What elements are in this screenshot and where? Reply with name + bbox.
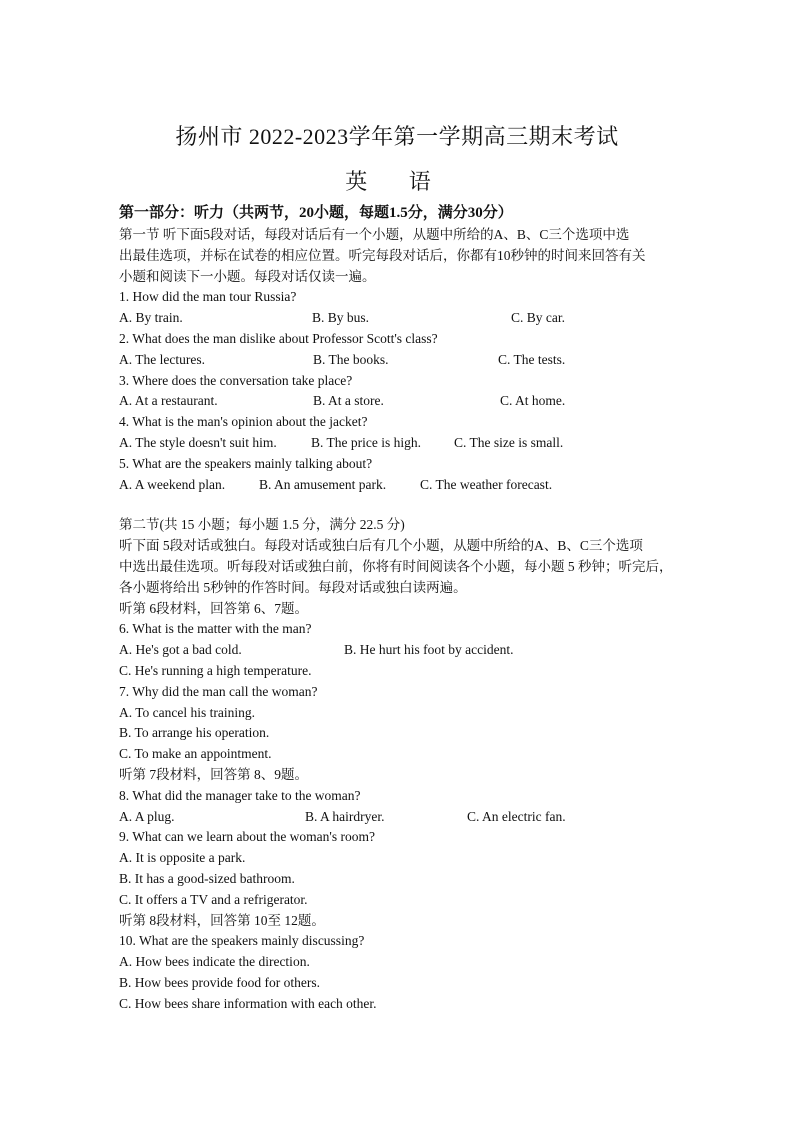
- option-a: A. How bees indicate the direction.: [119, 954, 310, 970]
- material-8-label: 听第 8段材料，回答第 10至 12题。: [119, 912, 325, 928]
- instruction-line: 中选出最佳选项。听每段对话或独白前，你将有时间阅读各个小题，每小题 5 秒钟；听完后，: [119, 558, 673, 574]
- question-3: 3. Where does the conversation take place?: [119, 372, 353, 388]
- instruction-line: 听下面 5段对话或独白。每段对话或独白后有几个小题，从题中所给的A、B、C三个选项: [119, 538, 643, 554]
- option-c: C. To make an appointment.: [119, 746, 272, 762]
- option-b: B. At a store.: [313, 393, 384, 409]
- question-2: 2. What does the man dislike about Professor Scott's class?: [119, 330, 438, 346]
- option-c: C. The tests.: [498, 351, 566, 367]
- option-b: B. An amusement park.: [259, 476, 387, 492]
- question-6-options: [119, 640, 679, 661]
- option-c: C. At home.: [500, 393, 566, 409]
- option-a: A. To cancel his training.: [119, 704, 256, 720]
- option-b: B. How bees provide food for others.: [119, 974, 320, 990]
- question-3-options: [119, 391, 679, 412]
- material-6-label: 听第 6段材料，回答第 6、7题。: [119, 600, 308, 616]
- option-a: A. A weekend plan.: [119, 476, 226, 492]
- question-2-options: [119, 350, 679, 371]
- section1-instructions: [119, 225, 679, 287]
- exam-subject: 英 语: [345, 169, 449, 194]
- option-a: A. At a restaurant.: [119, 393, 218, 409]
- question-1: 1. How did the man tour Russia?: [119, 289, 297, 305]
- question-5: 5. What are the speakers mainly talking about?: [119, 455, 373, 471]
- section2-instructions: [119, 536, 679, 598]
- option-a: A. The style doesn't suit him.: [119, 434, 277, 450]
- instruction-line: 各小题将给出 5秒钟的作答时间。每段对话或独白读两遍。: [119, 579, 467, 595]
- material-7-label: 听第 7段材料，回答第 8、9题。: [119, 766, 308, 782]
- question-8: 8. What did the manager take to the woman?: [119, 787, 361, 803]
- question-5-options: [119, 475, 679, 496]
- question-4: 4. What is the man's opinion about the jacket?: [119, 414, 368, 430]
- option-b: B. It has a good-sized bathroom.: [119, 870, 295, 886]
- option-b: B. He hurt his foot by accident.: [344, 642, 514, 658]
- question-9: 9. What can we learn about the woman's room?: [119, 829, 375, 845]
- question-10: 10. What are the speakers mainly discussing?: [119, 933, 365, 949]
- exam-content: [119, 203, 679, 1014]
- option-c: C. The weather forecast.: [420, 476, 553, 492]
- exam-title: 扬州市 2022-2023学年第一学期高三期末考试: [175, 124, 619, 149]
- instruction-line: 小题和阅读下一小题。每段对话仅读一遍。: [119, 268, 376, 284]
- option-b: B. The books.: [313, 351, 389, 367]
- option-a: A. The lectures.: [119, 351, 205, 367]
- option-c: C. How bees share information with each other.: [119, 995, 377, 1011]
- part1-heading: 第一部分：听力（共两节，20小题，每题1.5分，满分30分）: [119, 205, 513, 221]
- question-8-options: [119, 807, 679, 828]
- option-b: B. A hairdryer.: [305, 808, 385, 824]
- option-a: A. By train.: [119, 310, 183, 326]
- option-c: C. The size is small.: [454, 434, 564, 450]
- instruction-line: 第一节 听下面5段对话，每段对话后有一个小题，从题中所给的A、B、C三个选项中选: [119, 227, 630, 242]
- option-c: C. By car.: [511, 310, 565, 326]
- spacer: [119, 495, 679, 515]
- option-b: B. The price is high.: [311, 434, 421, 450]
- instruction-line: 出最佳选项，并标在试卷的相应位置。听完每段对话后，你都有10秒钟的时间来回答有关: [119, 247, 646, 263]
- option-a: A. He's got a bad cold.: [119, 642, 242, 658]
- option-a: A. It is opposite a park.: [119, 850, 246, 866]
- option-c: C. It offers a TV and a refrigerator.: [119, 891, 308, 907]
- option-c: C. He's running a high temperature.: [119, 662, 312, 678]
- question-6: 6. What is the matter with the man?: [119, 621, 312, 637]
- option-b: B. To arrange his operation.: [119, 725, 270, 741]
- question-4-options: [119, 433, 679, 454]
- section2-title: 第二节(共 15 小题；每小题 1.5 分，满分 22.5 分): [119, 517, 405, 533]
- option-c: C. An electric fan.: [467, 808, 566, 824]
- question-7: 7. Why did the man call the woman?: [119, 683, 318, 699]
- option-b: B. By bus.: [312, 310, 370, 326]
- option-a: A. A plug.: [119, 808, 175, 824]
- question-1-options: [119, 308, 679, 329]
